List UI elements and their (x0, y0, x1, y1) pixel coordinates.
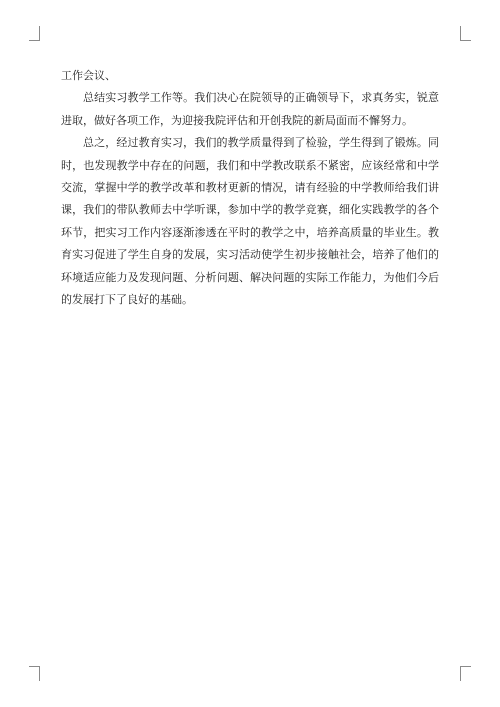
paragraph-summary-work: 总结实习教学工作等。我们决心在院领导的正确领导下，求真务实，锐意进取，做好各项工作，为迎接我院评估和开创我院的新局面而不懈努力。 (61, 91, 439, 127)
paragraph-continuation: 工作会议、 (61, 69, 116, 82)
crop-mark-top-right (460, 26, 471, 41)
crop-mark-bottom-left (29, 666, 40, 681)
paragraph-conclusion: 总之，经过教育实习，我们的教学质量得到了检验，学生得到了锻炼。同时，也发现教学中存在的问题，我们和中学教改联系不紧密，应该经常和中学交流，掌握中学的教学改革和教材更新的情况，请有经验的中学教师给我们讲课，我们的带队教师去中学听课，参加中学的教学竞赛，细化实践教学的各个环节，把实习工作内容逐渐渗透在平时的教学之中，培养高质量的毕业生。教育实习促进了学生自身的发展，实习活动使学生初步接触社会，培养了他们的环境适应能力及发现问题、分析问题、解决问题的实际工作能力，为他们今后的发展打下了良好的基础。 (61, 136, 439, 307)
crop-mark-bottom-right (460, 666, 471, 681)
document-body (61, 65, 439, 311)
crop-mark-top-left (29, 26, 40, 41)
